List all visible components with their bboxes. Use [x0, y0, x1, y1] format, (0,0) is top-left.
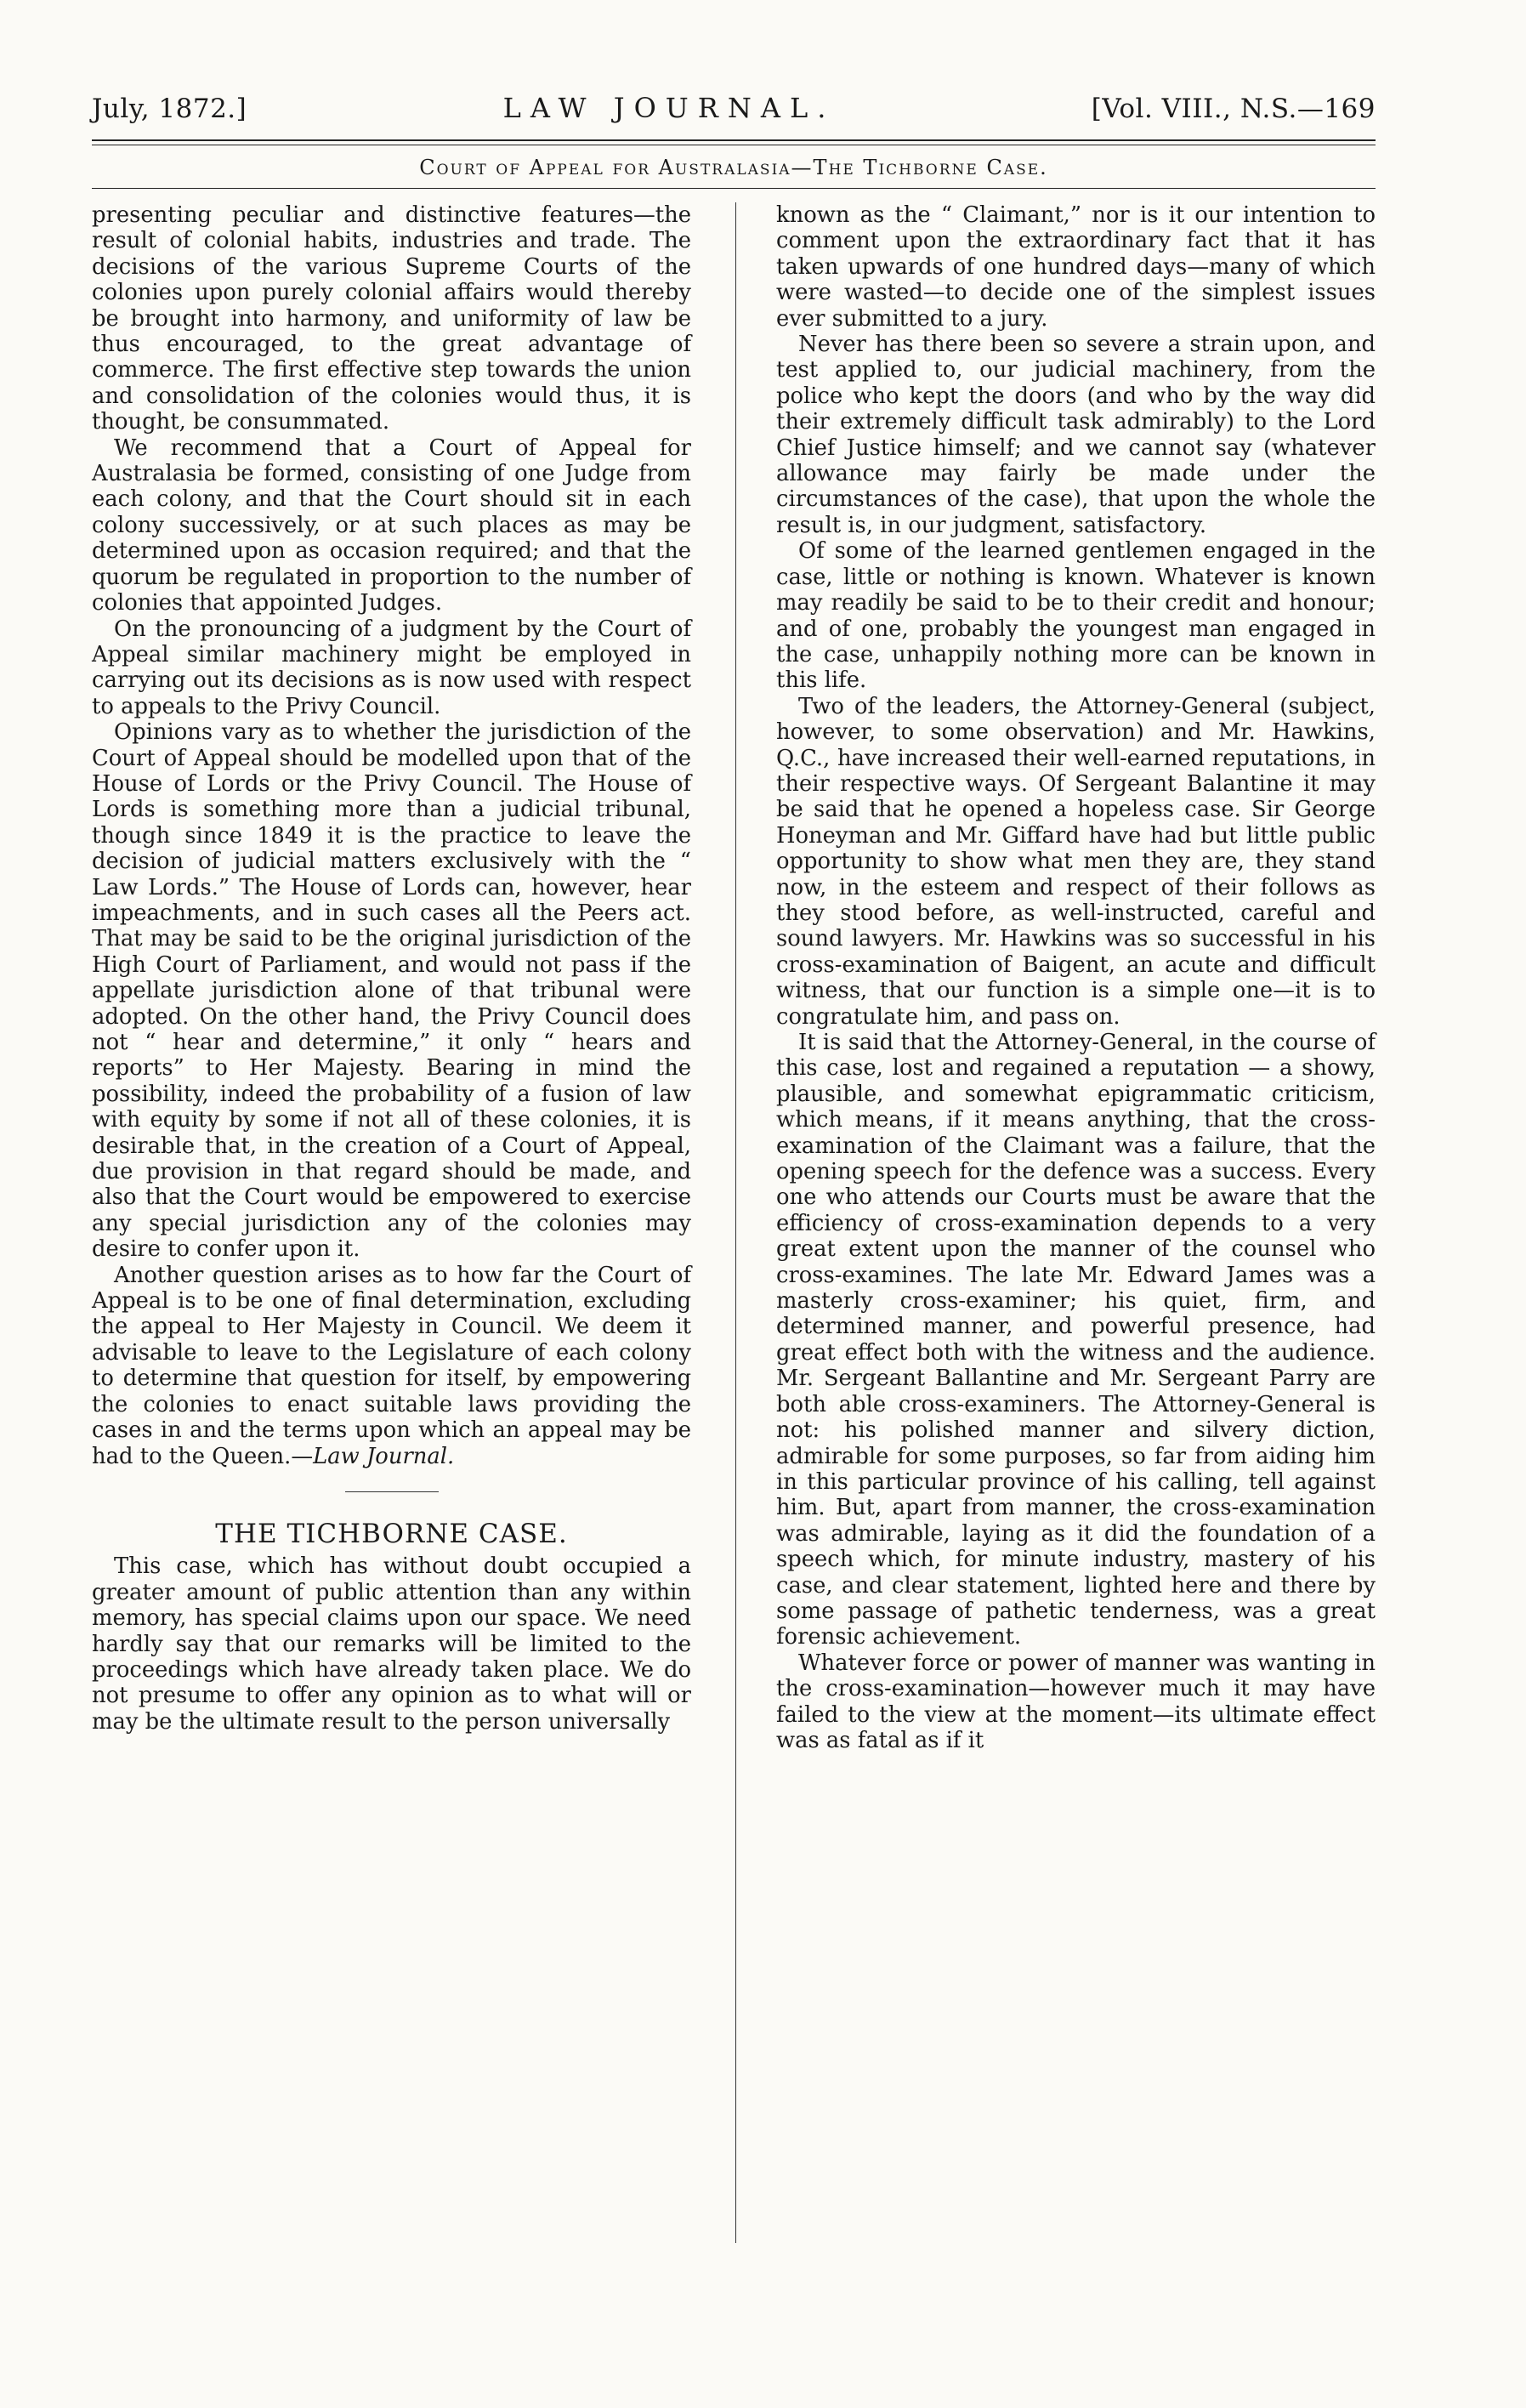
- page: [92, 92, 1376, 2328]
- left-paragraph-4: Opinions vary as to whether the jurisdiction of the Court of Appeal should be modelled upon that of the House of Lords or the Privy Council. The House of Lords is something more than a judicial tribunal, though since 1849 it is the practice to leave the decision of judicial matters exclusively with the “ Law Lords.” The House of Lords can, however, hear impeachments, and in such cases all the Peers act. That may be said to be the original jurisdiction of the High Court of Parliament, and would not pass if the appellate jurisdiction alone of that tribunal were adopted. On the other hand, the Privy Council does not “ hear and determine,” it only “ hears and reports” to Her Majesty. Bearing in mind the possibility, indeed the probability of a fusion of law with equity by some if not all of these colonies, it is desirable that, in the creation of a Court of Appeal, due provision in that regard should be made, and also that the Court would be empowered to exercise any special jurisdiction any of the colonies may desire to confer upon it.: [92, 719, 691, 1263]
- left-column: [92, 202, 691, 2328]
- right-paragraph-4: Two of the leaders, the Attorney-General (subject, however, to some observation) and Mr. Hawkins, Q.C., have increased their well-earned reputations, in their respective ways. Of Sergeant Balantine it may be said that he opened a hopeless case. Sir George Honeyman and Mr. Giffard have had but little public opportunity to show what men they are, they stand now, in the esteem and respect of their follows as they stood before, as well-instructed, careful and sound lawyers. Mr. Hawkins was so successful in his cross-examination of Baigent, an acute and difficult witness, that our function is a simple one—it is to congratulate him, and pass on.: [776, 693, 1376, 1030]
- page-header: [92, 92, 1376, 129]
- right-paragraph-5: It is said that the Attorney-General, in the course of this case, lost and regained a reputation — a showy, plausible, and somewhat epigrammatic criticism, which means, if it means anything, that the cross-examination of the Claimant was a failure, that the opening speech for the defence was a success. Every one who attends our Courts must be aware that the efficiency of cross-examination depends to a very great extent upon the manner of the counsel who cross-examines. The late Mr. Edward James was a masterly cross-examiner; his quiet, firm, and determined manner, and powerful presence, had great effect both with the witness and the audience. Mr. Sergeant Ballantine and Mr. Sergeant Parry are both able cross-examiners. The Attorney-General is not: his polished manner and silvery diction, admirable for some purposes, so far from aiding him in this particular province of his calling, tell against him. But, apart from manner, the cross-examination was admirable, laying as it did the foundation of a speech which, for minute industry, mastery of his case, and clear statement, lighted here and there by some passage of pathetic tenderness, was a great forensic achievement.: [776, 1030, 1376, 1650]
- left-paragraph-1: presenting peculiar and distinctive features—the result of colonial habits, industries and trade. The decisions of the various Supreme Courts of the colonies upon purely colonial affairs would thereby be brought into harmony, and uniformity of law be thus encouraged, to the great advantage of commerce. The first effective step towards the union and consolidation of the colonies would thus, it is thought, be consummated.: [92, 202, 691, 435]
- left-paragraph-3: On the pronouncing of a judgment by the Court of Appeal similar machinery might be employed in carrying out its decisions as is now used with respect to appeals to the Privy Council.: [92, 616, 691, 719]
- right-paragraph-3: Of some of the learned gentlemen engaged in the case, little or nothing is known. Whatever is known may readily be said to be to their credit and honour; and of one, probably the youngest man engaged in the case, unhappily nothing more can be known in this life.: [776, 538, 1376, 694]
- section-title: THE TICHBORNE CASE.: [215, 1518, 568, 1549]
- right-paragraph-2: Never has there been so severe a strain upon, and test applied to, our judicial machinery, from the police who kept the doors (and who by the way did their extremely difficult task admirably) to the Lord Chief Justice himself; and we cannot say (whatever allowance may fairly be made under the circumstances of the case), that upon the whole the result is, in our judgment, satisfactory.: [776, 332, 1376, 538]
- header-volume: [Vol. VIII., N.S.—169: [1091, 94, 1376, 124]
- right-column: [776, 202, 1376, 2328]
- column-divider: [735, 202, 736, 2243]
- source-citation: Law Journal.: [313, 1443, 455, 1469]
- section-divider: [345, 1491, 439, 1492]
- header-date: July, 1872.]: [92, 94, 247, 124]
- right-paragraph-1: known as the “ Claimant,” nor is it our intention to comment upon the extraordinary fact that it has taken upwards of one hundred days—many of which were wasted—to decide one of the simplest issues ever submitted to a jury.: [776, 202, 1376, 332]
- left-paragraph-2: We recommend that a Court of Appeal for Australasia be formed, consisting of one Judge from each colony, and that the Court should sit in each colony successively, or at such places as may be determined upon as occasion required; and that the quorum be regulated in proportion to the number of colonies that appointed Judges.: [92, 434, 691, 616]
- left-paragraph-5: [92, 1263, 691, 1469]
- article-columns: [92, 202, 1376, 2328]
- left-paragraph-5-text: Another question arises as to how far the Court of Appeal is to be one of final determination, excluding the appeal to Her Majesty in Council. We deem it advisable to leave to the Legislature of each colony to determine that question for itself, by empowering the colonies to enact suitable laws providing the cases in and the terms upon which an appeal may be had to the Queen.—: [92, 1262, 691, 1469]
- running-head: Court of Appeal for Australasia—The Tichborne Case.: [419, 156, 1048, 179]
- running-head-rule: [92, 188, 1376, 189]
- header-rule: [92, 139, 1376, 141]
- left-paragraph-6: This case, which has without doubt occupied a greater amount of public attention than any within memory, has special claims upon our space. We need hardly say that our remarks will be limited to the proceedings which have already taken place. We do not presume to offer any opinion as to what will or may be the ultimate result to the person universally: [92, 1553, 691, 1735]
- right-paragraph-6: Whatever force or power of manner was wanting in the cross-examination—however much it may have failed to the view at the moment—its ultimate effect was as fatal as if it: [776, 1650, 1376, 1753]
- header-journal-title: LAW JOURNAL.: [502, 92, 836, 124]
